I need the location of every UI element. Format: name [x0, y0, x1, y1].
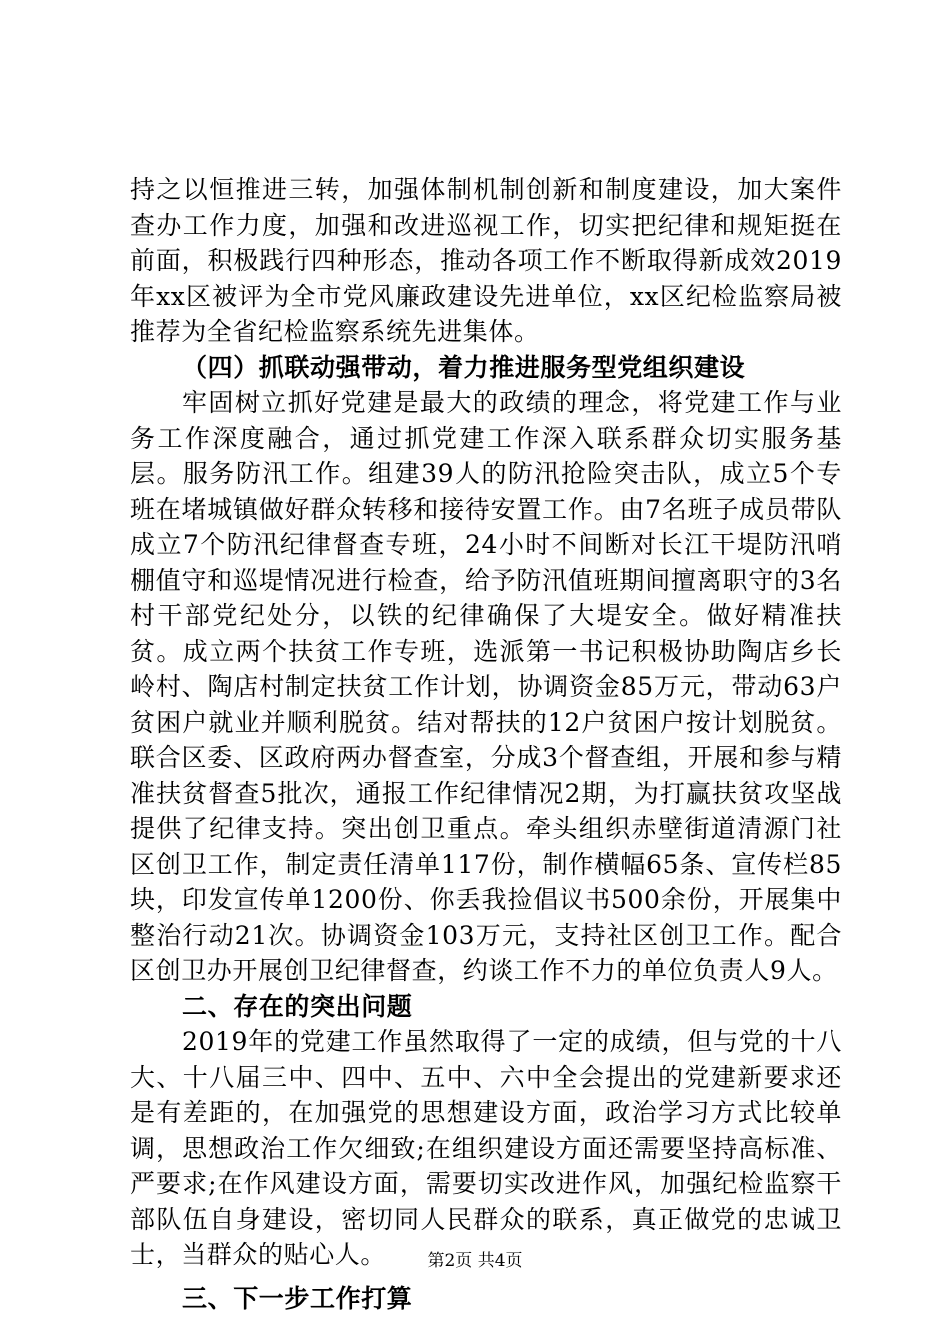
- document-body: [130, 172, 842, 1316]
- paragraph-party-building: 牢固树立抓好党建是最大的政绩的理念，将党建工作与业务工作深度融合，通过抓党建工作深入联系群众切实服务基层。服务防汛工作。组建39人的防汛抢险突击队，成立5个专班在堵城镇做好群众转移和接待安置工作。由7名班子成员带队成立7个防汛纪律督查专班，24小时不间断对长江干堤防汛哨棚值守和巡堤情况进行检查，给予防汛值班期间擅离职守的3名村干部党纪处分，以铁的纪律确保了大堤安全。做好精准扶贫。成立两个扶贫工作专班，选派第一书记积极协助陶店乡长岭村、陶店村制定扶贫工作计划，协调资金85万元，带动63户贫困户就业并顺利脱贫。结对帮扶的12户贫困户按计划脱贫。联合区委、区政府两办督查室，分成3个督查组，开展和参与精准扶贫督查5批次，通报工作纪律情况2期，为打赢扶贫攻坚战提供了纪律支持。突出创卫重点。牵头组织赤壁街道清源门社区创卫工作，制定责任清单117份，制作横幅65条、宣传栏85块，印发宣传单1200份、你丢我捡倡议书500余份，开展集中整治行动21次。协调资金103万元，支持社区创卫工作。配合区创卫办开展创卫纪律督查，约谈工作不力的单位负责人9人。: [130, 388, 842, 985]
- page-number-footer: 第2页 共4页: [427, 1251, 523, 1271]
- section-heading-next-steps: 三、下一步工作打算: [182, 1283, 413, 1313]
- paragraph-continuation: 持之以恒推进三转，加强体制机制创新和制度建设，加大案件查办工作力度，加强和改进巡视工作，切实把纪律和规矩挺在前面，积极践行四种形态，推动各项工作不断取得新成效2019年xx区被评为全市党风廉政建设先进单位，xx区纪检监察局被推荐为全省纪检监察系统先进集体。: [130, 175, 842, 346]
- section-heading-problems: 二、存在的突出问题: [182, 991, 413, 1021]
- paragraph-problems: 2019年的党建工作虽然取得了一定的成绩，但与党的十八大、十八届三中、四中、五中、六中全会提出的党建新要求还是有差距的，在加强党的思想建设方面，政治学习方式比较单调，思想政治工作欠细致;在组织建设方面还需要坚持高标准、严要求;在作风建设方面，需要切实改进作风，加强纪检监察干部队伍自身建设，密切同人民群众的联系，真正做党的忠诚卫士，当群众的贴心人。: [130, 1027, 842, 1269]
- section-heading-service-party: （四）抓联动强带动，着力推进服务型党组织建设: [182, 352, 746, 382]
